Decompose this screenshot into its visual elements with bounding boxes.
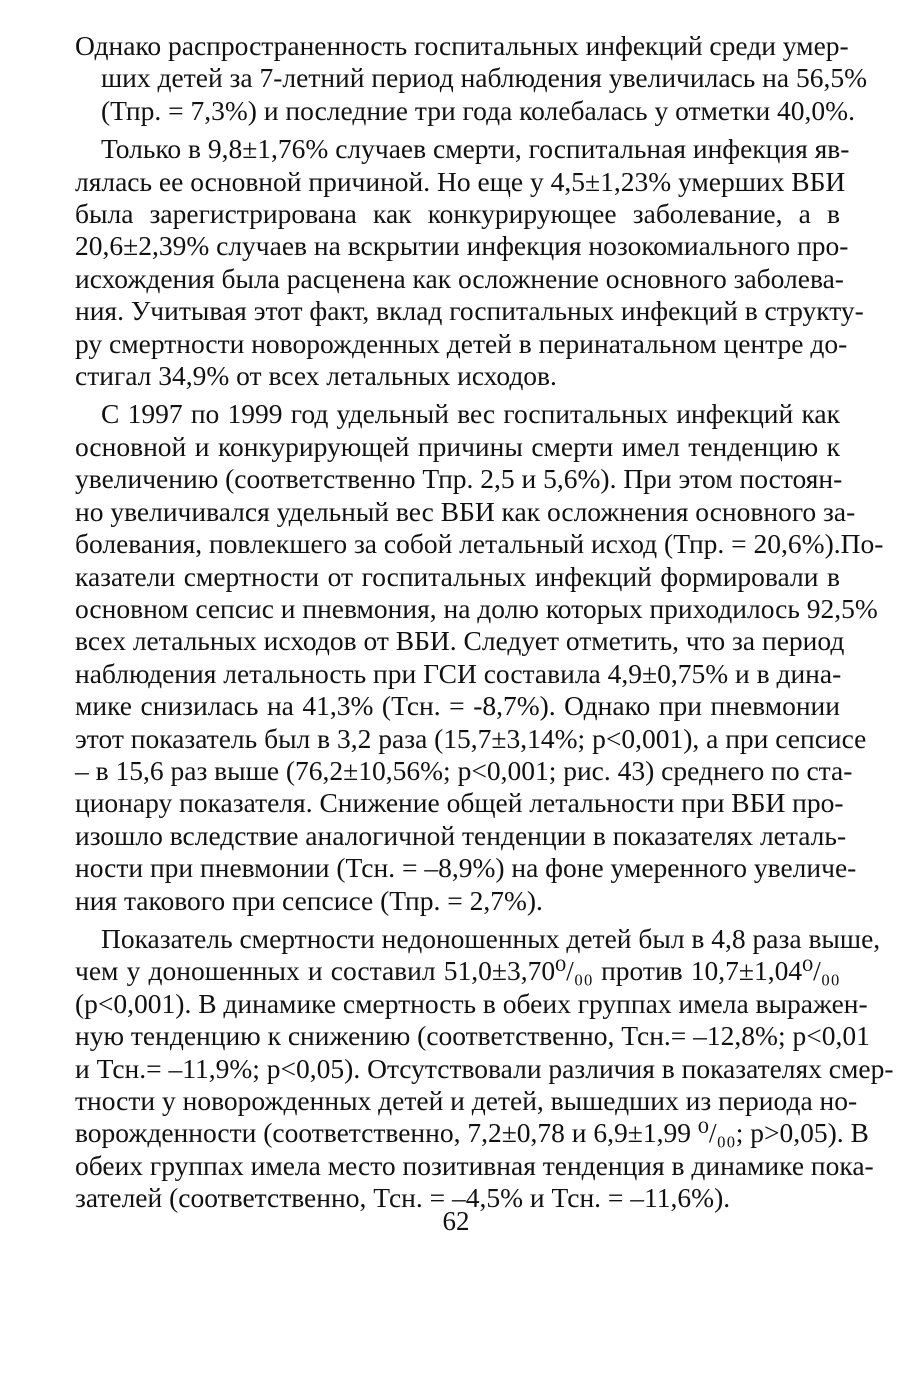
text-line: наблюдения летальность при ГСИ составила 4,9±0,75% и в дина- — [75, 657, 842, 689]
text-line: С 1997 по 1999 год удельный вес госпитальных инфекций как — [101, 398, 840, 430]
text-line: этот показатель был в 3,2 раза (15,7±3,14%; p<0,001), а при сепсисе — [75, 722, 867, 754]
text-line: мике снизилась на 41,3% (Тсн. = -8,7%). Однако при пневмонии — [75, 690, 840, 722]
text-line: основном сепсис и пневмония, на долю которых приходилось 92,5% — [75, 592, 878, 624]
text-line: ности при пневмонии (Тсн. = –8,9%) на фоне умеренного увеличе- — [75, 852, 857, 884]
text-line: тности у новорожденных детей и детей, вышедших из периода но- — [75, 1085, 858, 1116]
text-line: изошло вследствие аналогичной тенденции в показателях леталь- — [75, 819, 847, 851]
text-line: зателей (соответственно, Тсн. = –4,5% и Тсн. = –11,6%). — [75, 1182, 731, 1214]
text-line: ную тенденцию к снижению (соответственно, Тсн.= –12,8%; p<0,01 — [75, 1020, 870, 1052]
text-line: ворожденности (соответственно, 7,2±0,78 и 6,9±1,99 ⁰/₀₀; p>0,05). В — [75, 1117, 869, 1149]
text-line: и Тсн.= –11,9%; p<0,05). Отсутствовали различия в показателях смер- — [75, 1052, 894, 1084]
text-line: ру смертности новорожденных детей в перинатальном центре до- — [75, 327, 848, 359]
text-line: стигал 34,9% от всех летальных исходов. — [75, 360, 557, 392]
text-line: 20,6±2,39% случаев на вскрытии инфекция нозокомиального про- — [75, 230, 849, 262]
paragraph-2 — [75, 133, 864, 392]
text-line: казатели смертности от госпитальных инфекций формировали в — [75, 560, 840, 592]
text-line: ших детей за 7-летний период наблюдения увеличилась на 56,5% — [101, 62, 867, 94]
text-line: болевания, повлекшего за собой летальный исход (Тпр. = 20,6%).По- — [75, 528, 884, 560]
text-line: была зарегистрирована как конкурирующее заболевание, а в — [75, 198, 840, 230]
text-line: лялась ее основной причиной. Но еще у 4,5±1,23% умерших ВБИ — [75, 165, 846, 197]
text-line: ния. Учитывая этот факт, вклад госпитальных инфекций в структу- — [75, 295, 864, 327]
paragraph-4 — [75, 922, 894, 1215]
text-line: обеих группах имела место позитивная тенденция в динамике пока- — [75, 1149, 874, 1181]
text-line: ния такового при сепсисе (Тпр. = 2,7%). — [75, 884, 543, 916]
text-line: но увеличивался удельный вес ВБИ как осложнения основного за- — [75, 495, 856, 527]
text-line: (Тпр. = 7,3%) и последние три года колебалась у отметки 40,0%. — [101, 94, 855, 126]
text-line: исхождения была расценена как осложнение основного заболева- — [75, 262, 844, 294]
page-number: 62 — [442, 1206, 470, 1236]
text-line: ционару показателя. Снижение общей летальности при ВБИ про- — [75, 787, 844, 819]
text-line: (p<0,001). В динамике смертность в обеих группах имела выражен- — [75, 987, 868, 1019]
text-line: основной и конкурирующей причины смерти имел тенденцию к — [75, 430, 840, 462]
text-line: увеличению (соответственно Тпр. 2,5 и 5,6%). При этом постоян- — [75, 463, 843, 495]
text-line: Только в 9,8±1,76% случаев смерти, госпитальная инфекция яв- — [101, 133, 850, 165]
document-body — [75, 30, 894, 1221]
text-line: Однако распространенность госпитальных инфекций среди умер- — [75, 30, 849, 61]
text-line: Показатель смертности недоношенных детей был в 4,8 раза выше, — [101, 922, 881, 954]
paragraph-1 — [75, 30, 867, 127]
paragraph-3 — [75, 398, 884, 917]
text-line: всех летальных исходов от ВБИ. Следует отметить, что за период — [75, 625, 845, 657]
text-line: чем у доношенных и составил 51,0±3,70⁰/₀₀ против 10,7±1,04⁰/₀₀ — [75, 955, 840, 987]
text-line: – в 15,6 раз выше (76,2±10,56%; p<0,001; рис. 43) среднего по ста- — [75, 754, 853, 786]
